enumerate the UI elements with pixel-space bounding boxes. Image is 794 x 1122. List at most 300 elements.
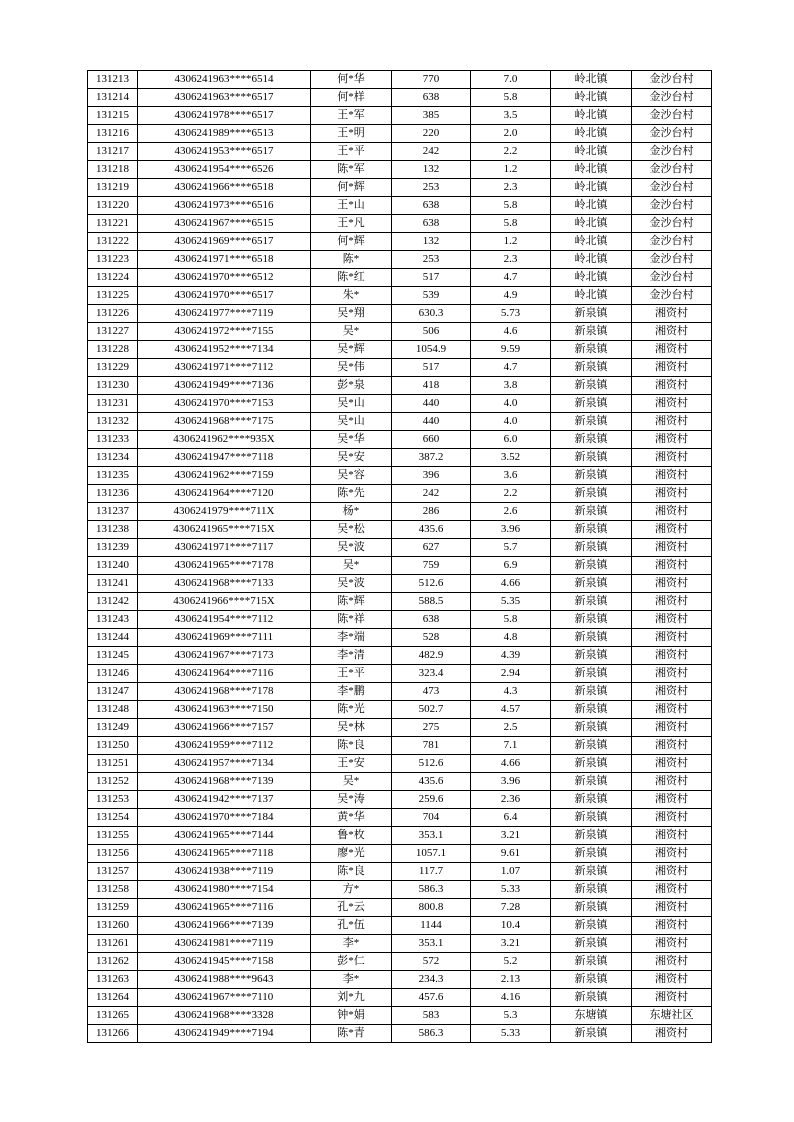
- town-cell: 新泉镇: [551, 737, 632, 755]
- secondary-amount-cell: 5.8: [471, 611, 551, 629]
- serial-number-cell: 131230: [88, 377, 138, 395]
- table-row: [88, 629, 712, 647]
- name-cell: 吴*林: [311, 719, 392, 737]
- name-cell: 吴*松: [311, 521, 392, 539]
- village-cell: 湘资村: [632, 431, 712, 449]
- serial-number-cell: 131225: [88, 287, 138, 305]
- village-cell: 湘资村: [632, 935, 712, 953]
- serial-number-cell: 131217: [88, 143, 138, 161]
- id-number-cell: 4306241949****7194: [138, 1025, 311, 1043]
- name-cell: 钟*娟: [311, 1007, 392, 1025]
- serial-number-cell: 131239: [88, 539, 138, 557]
- name-cell: 何*辉: [311, 179, 392, 197]
- town-cell: 新泉镇: [551, 557, 632, 575]
- id-number-cell: 4306241971****6518: [138, 251, 311, 269]
- amount-cell: 704: [392, 809, 471, 827]
- amount-cell: 473: [392, 683, 471, 701]
- serial-number-cell: 131250: [88, 737, 138, 755]
- name-cell: 何*样: [311, 89, 392, 107]
- serial-number-cell: 131252: [88, 773, 138, 791]
- amount-cell: 588.5: [392, 593, 471, 611]
- town-cell: 岭北镇: [551, 161, 632, 179]
- id-number-cell: 4306241968****3328: [138, 1007, 311, 1025]
- secondary-amount-cell: 3.21: [471, 827, 551, 845]
- town-cell: 新泉镇: [551, 629, 632, 647]
- serial-number-cell: 131229: [88, 359, 138, 377]
- town-cell: 新泉镇: [551, 989, 632, 1007]
- name-cell: 陈*红: [311, 269, 392, 287]
- serial-number-cell: 131240: [88, 557, 138, 575]
- serial-number-cell: 131234: [88, 449, 138, 467]
- table-row: [88, 341, 712, 359]
- id-number-cell: 4306241978****6517: [138, 107, 311, 125]
- serial-number-cell: 131215: [88, 107, 138, 125]
- village-cell: 湘资村: [632, 971, 712, 989]
- id-number-cell: 4306241970****6517: [138, 287, 311, 305]
- table-row: [88, 899, 712, 917]
- name-cell: 吴*伟: [311, 359, 392, 377]
- table-row: [88, 503, 712, 521]
- secondary-amount-cell: 9.59: [471, 341, 551, 359]
- id-number-cell: 4306241977****7119: [138, 305, 311, 323]
- village-cell: 湘资村: [632, 503, 712, 521]
- amount-cell: 1054.9: [392, 341, 471, 359]
- amount-cell: 517: [392, 359, 471, 377]
- table-row: [88, 143, 712, 161]
- serial-number-cell: 131221: [88, 215, 138, 233]
- town-cell: 新泉镇: [551, 413, 632, 431]
- serial-number-cell: 131258: [88, 881, 138, 899]
- name-cell: 杨*: [311, 503, 392, 521]
- village-cell: 湘资村: [632, 359, 712, 377]
- town-cell: 新泉镇: [551, 521, 632, 539]
- id-number-cell: 4306241964****7120: [138, 485, 311, 503]
- table-row: [88, 269, 712, 287]
- serial-number-cell: 131232: [88, 413, 138, 431]
- amount-cell: 539: [392, 287, 471, 305]
- name-cell: 王*军: [311, 107, 392, 125]
- serial-number-cell: 131248: [88, 701, 138, 719]
- town-cell: 新泉镇: [551, 593, 632, 611]
- amount-cell: 1144: [392, 917, 471, 935]
- secondary-amount-cell: 5.35: [471, 593, 551, 611]
- name-cell: 王*凡: [311, 215, 392, 233]
- id-number-cell: 4306241967****6515: [138, 215, 311, 233]
- table-row: [88, 593, 712, 611]
- secondary-amount-cell: 5.33: [471, 1025, 551, 1043]
- town-cell: 新泉镇: [551, 809, 632, 827]
- secondary-amount-cell: 5.2: [471, 953, 551, 971]
- secondary-amount-cell: 4.66: [471, 575, 551, 593]
- town-cell: 岭北镇: [551, 107, 632, 125]
- serial-number-cell: 131265: [88, 1007, 138, 1025]
- village-cell: 湘资村: [632, 647, 712, 665]
- village-cell: 湘资村: [632, 899, 712, 917]
- town-cell: 新泉镇: [551, 395, 632, 413]
- table-row: [88, 89, 712, 107]
- name-cell: 刘*九: [311, 989, 392, 1007]
- table-row: [88, 323, 712, 341]
- village-cell: 金沙台村: [632, 107, 712, 125]
- table-row: [88, 881, 712, 899]
- id-number-cell: 4306241947****7118: [138, 449, 311, 467]
- village-cell: 湘资村: [632, 665, 712, 683]
- serial-number-cell: 131245: [88, 647, 138, 665]
- name-cell: 彭*仁: [311, 953, 392, 971]
- amount-cell: 660: [392, 431, 471, 449]
- serial-number-cell: 131237: [88, 503, 138, 521]
- secondary-amount-cell: 7.1: [471, 737, 551, 755]
- village-cell: 金沙台村: [632, 197, 712, 215]
- id-number-cell: 4306241973****6516: [138, 197, 311, 215]
- serial-number-cell: 131255: [88, 827, 138, 845]
- village-cell: 金沙台村: [632, 215, 712, 233]
- amount-cell: 630.3: [392, 305, 471, 323]
- table-row: [88, 719, 712, 737]
- secondary-amount-cell: 3.96: [471, 773, 551, 791]
- table-row: [88, 845, 712, 863]
- amount-cell: 638: [392, 197, 471, 215]
- name-cell: 吴*华: [311, 431, 392, 449]
- id-number-cell: 4306241970****6512: [138, 269, 311, 287]
- village-cell: 东塘社区: [632, 1007, 712, 1025]
- id-number-cell: 4306241966****7139: [138, 917, 311, 935]
- town-cell: 新泉镇: [551, 773, 632, 791]
- id-number-cell: 4306241965****715X: [138, 521, 311, 539]
- id-number-cell: 4306241963****6517: [138, 89, 311, 107]
- table-row: [88, 701, 712, 719]
- id-number-cell: 4306241949****7136: [138, 377, 311, 395]
- id-number-cell: 4306241966****7157: [138, 719, 311, 737]
- secondary-amount-cell: 5.73: [471, 305, 551, 323]
- village-cell: 湘资村: [632, 305, 712, 323]
- table-row: [88, 755, 712, 773]
- secondary-amount-cell: 2.2: [471, 485, 551, 503]
- town-cell: 岭北镇: [551, 71, 632, 89]
- town-cell: 新泉镇: [551, 935, 632, 953]
- id-number-cell: 4306241971****7117: [138, 539, 311, 557]
- amount-cell: 385: [392, 107, 471, 125]
- table-row: [88, 737, 712, 755]
- amount-cell: 323.4: [392, 665, 471, 683]
- village-cell: 金沙台村: [632, 233, 712, 251]
- name-cell: 李*端: [311, 629, 392, 647]
- secondary-amount-cell: 4.0: [471, 395, 551, 413]
- name-cell: 王*安: [311, 755, 392, 773]
- id-number-cell: 4306241968****7175: [138, 413, 311, 431]
- village-cell: 湘资村: [632, 791, 712, 809]
- table-row: [88, 557, 712, 575]
- id-number-cell: 4306241968****7139: [138, 773, 311, 791]
- town-cell: 岭北镇: [551, 89, 632, 107]
- name-cell: 彭*泉: [311, 377, 392, 395]
- secondary-amount-cell: 4.7: [471, 359, 551, 377]
- town-cell: 新泉镇: [551, 665, 632, 683]
- table-row: [88, 287, 712, 305]
- id-number-cell: 4306241963****6514: [138, 71, 311, 89]
- secondary-amount-cell: 2.13: [471, 971, 551, 989]
- name-cell: 何*辉: [311, 233, 392, 251]
- town-cell: 新泉镇: [551, 755, 632, 773]
- table-row: [88, 953, 712, 971]
- amount-cell: 502.7: [392, 701, 471, 719]
- name-cell: 吴*波: [311, 539, 392, 557]
- id-number-cell: 4306241954****6526: [138, 161, 311, 179]
- id-number-cell: 4306241942****7137: [138, 791, 311, 809]
- secondary-amount-cell: 6.0: [471, 431, 551, 449]
- secondary-amount-cell: 4.16: [471, 989, 551, 1007]
- town-cell: 新泉镇: [551, 377, 632, 395]
- amount-cell: 638: [392, 89, 471, 107]
- serial-number-cell: 131216: [88, 125, 138, 143]
- table-row: [88, 431, 712, 449]
- name-cell: 吴*山: [311, 413, 392, 431]
- amount-cell: 387.2: [392, 449, 471, 467]
- amount-cell: 440: [392, 413, 471, 431]
- table-row: [88, 215, 712, 233]
- table-row: [88, 467, 712, 485]
- name-cell: 陈*军: [311, 161, 392, 179]
- village-cell: 湘资村: [632, 611, 712, 629]
- village-cell: 金沙台村: [632, 161, 712, 179]
- amount-cell: 242: [392, 143, 471, 161]
- serial-number-cell: 131214: [88, 89, 138, 107]
- id-number-cell: 4306241965****7116: [138, 899, 311, 917]
- id-number-cell: 4306241962****7159: [138, 467, 311, 485]
- village-cell: 湘资村: [632, 593, 712, 611]
- town-cell: 新泉镇: [551, 341, 632, 359]
- serial-number-cell: 131249: [88, 719, 138, 737]
- amount-cell: 586.3: [392, 881, 471, 899]
- village-cell: 金沙台村: [632, 269, 712, 287]
- village-cell: 湘资村: [632, 737, 712, 755]
- serial-number-cell: 131262: [88, 953, 138, 971]
- name-cell: 李*: [311, 935, 392, 953]
- name-cell: 李*鹏: [311, 683, 392, 701]
- secondary-amount-cell: 10.4: [471, 917, 551, 935]
- name-cell: 吴*安: [311, 449, 392, 467]
- name-cell: 陈*青: [311, 1025, 392, 1043]
- amount-cell: 396: [392, 467, 471, 485]
- village-cell: 湘资村: [632, 449, 712, 467]
- id-number-cell: 4306241972****7155: [138, 323, 311, 341]
- secondary-amount-cell: 2.0: [471, 125, 551, 143]
- town-cell: 新泉镇: [551, 647, 632, 665]
- id-number-cell: 4306241964****7116: [138, 665, 311, 683]
- table-row: [88, 863, 712, 881]
- name-cell: 吴*: [311, 323, 392, 341]
- name-cell: 吴*山: [311, 395, 392, 413]
- serial-number-cell: 131244: [88, 629, 138, 647]
- amount-cell: 759: [392, 557, 471, 575]
- amount-cell: 435.6: [392, 521, 471, 539]
- village-cell: 湘资村: [632, 377, 712, 395]
- id-number-cell: 4306241971****7112: [138, 359, 311, 377]
- serial-number-cell: 131238: [88, 521, 138, 539]
- table-row: [88, 917, 712, 935]
- secondary-amount-cell: 3.6: [471, 467, 551, 485]
- amount-cell: 770: [392, 71, 471, 89]
- town-cell: 东塘镇: [551, 1007, 632, 1025]
- serial-number-cell: 131257: [88, 863, 138, 881]
- town-cell: 新泉镇: [551, 719, 632, 737]
- id-number-cell: 4306241962****935X: [138, 431, 311, 449]
- amount-cell: 638: [392, 611, 471, 629]
- village-cell: 湘资村: [632, 557, 712, 575]
- secondary-amount-cell: 4.3: [471, 683, 551, 701]
- id-number-cell: 4306241979****711X: [138, 503, 311, 521]
- amount-cell: 528: [392, 629, 471, 647]
- serial-number-cell: 131224: [88, 269, 138, 287]
- amount-cell: 234.3: [392, 971, 471, 989]
- village-cell: 湘资村: [632, 845, 712, 863]
- amount-cell: 1057.1: [392, 845, 471, 863]
- table-row: [88, 665, 712, 683]
- secondary-amount-cell: 3.5: [471, 107, 551, 125]
- id-number-cell: 4306241970****7184: [138, 809, 311, 827]
- id-number-cell: 4306241966****715X: [138, 593, 311, 611]
- town-cell: 岭北镇: [551, 125, 632, 143]
- table-row: [88, 107, 712, 125]
- secondary-amount-cell: 3.8: [471, 377, 551, 395]
- name-cell: 吴*辉: [311, 341, 392, 359]
- serial-number-cell: 131222: [88, 233, 138, 251]
- village-cell: 湘资村: [632, 755, 712, 773]
- amount-cell: 418: [392, 377, 471, 395]
- amount-cell: 506: [392, 323, 471, 341]
- amount-cell: 512.6: [392, 575, 471, 593]
- town-cell: 新泉镇: [551, 305, 632, 323]
- table-row: [88, 827, 712, 845]
- town-cell: 新泉镇: [551, 323, 632, 341]
- secondary-amount-cell: 7.28: [471, 899, 551, 917]
- name-cell: 孔*云: [311, 899, 392, 917]
- town-cell: 岭北镇: [551, 233, 632, 251]
- secondary-amount-cell: 2.3: [471, 251, 551, 269]
- town-cell: 岭北镇: [551, 269, 632, 287]
- village-cell: 湘资村: [632, 827, 712, 845]
- town-cell: 新泉镇: [551, 701, 632, 719]
- village-cell: 金沙台村: [632, 179, 712, 197]
- town-cell: 新泉镇: [551, 485, 632, 503]
- amount-cell: 253: [392, 179, 471, 197]
- serial-number-cell: 131236: [88, 485, 138, 503]
- village-cell: 湘资村: [632, 629, 712, 647]
- secondary-amount-cell: 5.8: [471, 197, 551, 215]
- village-cell: 金沙台村: [632, 251, 712, 269]
- id-number-cell: 4306241967****7173: [138, 647, 311, 665]
- id-number-cell: 4306241966****6518: [138, 179, 311, 197]
- town-cell: 新泉镇: [551, 1025, 632, 1043]
- village-cell: 湘资村: [632, 575, 712, 593]
- secondary-amount-cell: 5.8: [471, 89, 551, 107]
- name-cell: 陈*祥: [311, 611, 392, 629]
- village-cell: 湘资村: [632, 773, 712, 791]
- serial-number-cell: 131242: [88, 593, 138, 611]
- amount-cell: 275: [392, 719, 471, 737]
- id-number-cell: 4306241965****7144: [138, 827, 311, 845]
- serial-number-cell: 131263: [88, 971, 138, 989]
- id-number-cell: 4306241968****7133: [138, 575, 311, 593]
- amount-cell: 572: [392, 953, 471, 971]
- serial-number-cell: 131246: [88, 665, 138, 683]
- town-cell: 新泉镇: [551, 359, 632, 377]
- village-cell: 金沙台村: [632, 89, 712, 107]
- village-cell: 湘资村: [632, 539, 712, 557]
- table-row: [88, 521, 712, 539]
- village-cell: 湘资村: [632, 701, 712, 719]
- id-number-cell: 4306241968****7178: [138, 683, 311, 701]
- village-cell: 湘资村: [632, 953, 712, 971]
- table-row: [88, 575, 712, 593]
- village-cell: 湘资村: [632, 881, 712, 899]
- name-cell: 陈*光: [311, 701, 392, 719]
- town-cell: 新泉镇: [551, 917, 632, 935]
- secondary-amount-cell: 1.2: [471, 233, 551, 251]
- id-number-cell: 4306241963****7150: [138, 701, 311, 719]
- table-row: [88, 71, 712, 89]
- table-row: [88, 971, 712, 989]
- serial-number-cell: 131233: [88, 431, 138, 449]
- serial-number-cell: 131254: [88, 809, 138, 827]
- id-number-cell: 4306241989****6513: [138, 125, 311, 143]
- amount-cell: 253: [392, 251, 471, 269]
- serial-number-cell: 131218: [88, 161, 138, 179]
- id-number-cell: 4306241980****7154: [138, 881, 311, 899]
- town-cell: 新泉镇: [551, 863, 632, 881]
- id-number-cell: 4306241988****9643: [138, 971, 311, 989]
- name-cell: 王*山: [311, 197, 392, 215]
- name-cell: 吴*: [311, 557, 392, 575]
- table-row: [88, 449, 712, 467]
- secondary-amount-cell: 3.96: [471, 521, 551, 539]
- name-cell: 王*平: [311, 665, 392, 683]
- name-cell: 黄*华: [311, 809, 392, 827]
- town-cell: 新泉镇: [551, 791, 632, 809]
- id-number-cell: 4306241938****7119: [138, 863, 311, 881]
- name-cell: 陈*良: [311, 863, 392, 881]
- secondary-amount-cell: 2.6: [471, 503, 551, 521]
- secondary-amount-cell: 2.2: [471, 143, 551, 161]
- secondary-amount-cell: 5.33: [471, 881, 551, 899]
- amount-cell: 583: [392, 1007, 471, 1025]
- id-number-cell: 4306241967****7110: [138, 989, 311, 1007]
- village-cell: 湘资村: [632, 1025, 712, 1043]
- town-cell: 新泉镇: [551, 611, 632, 629]
- name-cell: 陈*良: [311, 737, 392, 755]
- id-number-cell: 4306241953****6517: [138, 143, 311, 161]
- id-number-cell: 4306241954****7112: [138, 611, 311, 629]
- amount-cell: 242: [392, 485, 471, 503]
- amount-cell: 440: [392, 395, 471, 413]
- name-cell: 李*: [311, 971, 392, 989]
- serial-number-cell: 131251: [88, 755, 138, 773]
- amount-cell: 132: [392, 161, 471, 179]
- id-number-cell: 4306241981****7119: [138, 935, 311, 953]
- serial-number-cell: 131219: [88, 179, 138, 197]
- name-cell: 陈*先: [311, 485, 392, 503]
- village-cell: 金沙台村: [632, 71, 712, 89]
- amount-cell: 781: [392, 737, 471, 755]
- id-number-cell: 4306241965****7118: [138, 845, 311, 863]
- name-cell: 吴*波: [311, 575, 392, 593]
- amount-cell: 586.3: [392, 1025, 471, 1043]
- town-cell: 新泉镇: [551, 899, 632, 917]
- name-cell: 李*清: [311, 647, 392, 665]
- table-row: [88, 647, 712, 665]
- records-table: [87, 70, 712, 1043]
- amount-cell: 800.8: [392, 899, 471, 917]
